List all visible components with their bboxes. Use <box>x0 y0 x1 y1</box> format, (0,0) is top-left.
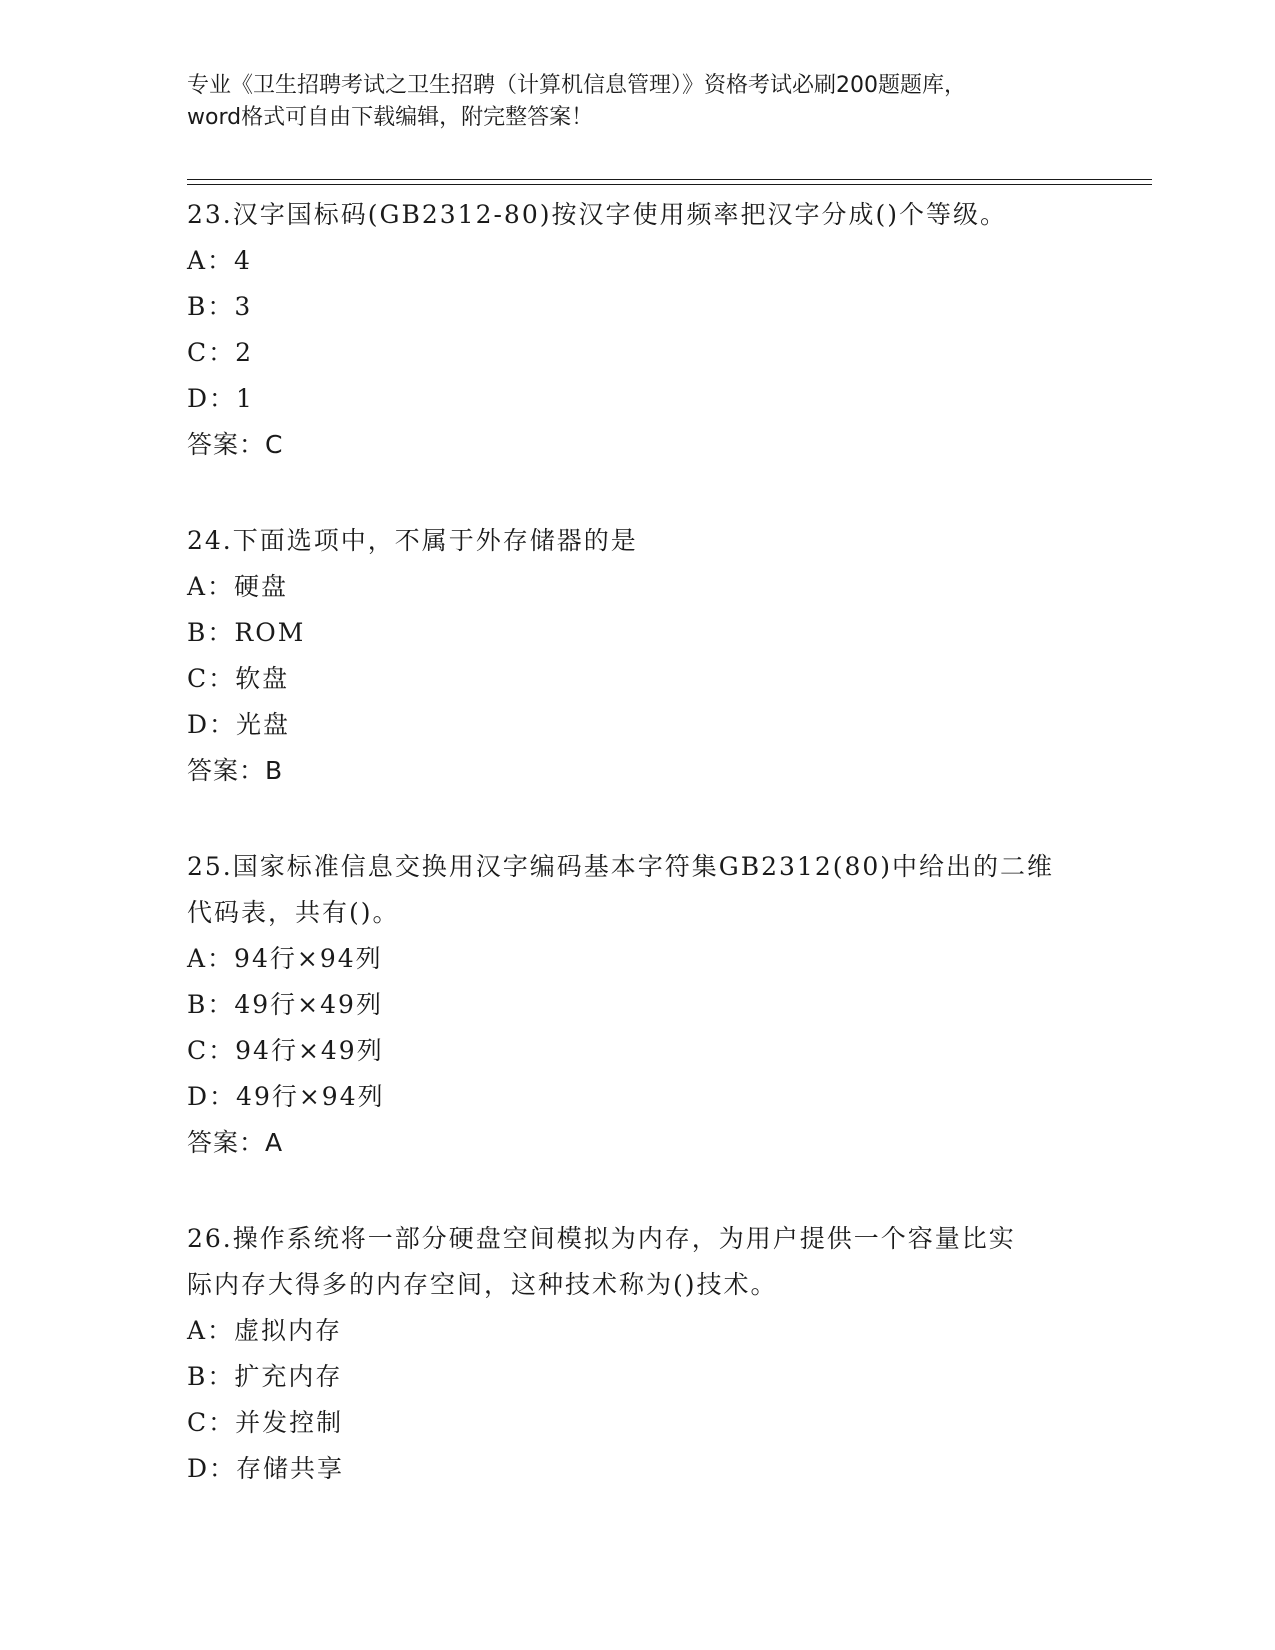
question-text: 24.下面选项中，不属于外存储器的是 <box>187 526 638 555</box>
option-d: D：存储共享 <box>187 1454 345 1483</box>
header-divider-top <box>187 179 1152 180</box>
question-25 <box>187 844 1087 1166</box>
header-title-line-1: 专业《卫生招聘考试之卫生招聘（计算机信息管理）》资格考试必刷200题题库， <box>187 73 966 98</box>
option-d: D：49行×94列 <box>187 1082 385 1111</box>
question-list <box>187 192 1087 1542</box>
option-b: B：扩充内存 <box>187 1362 343 1391</box>
answer-line: 答案：C <box>187 430 284 459</box>
question-24 <box>187 518 1087 794</box>
option-c: C：2 <box>187 338 254 367</box>
question-text-continued: 代码表，共有()。 <box>187 898 400 927</box>
answer-line: 答案：B <box>187 756 284 785</box>
option-a: A：硬盘 <box>187 572 289 601</box>
question-text: 25.国家标准信息交换用汉字编码基本字符集GB2312(80)中给出的二维 <box>187 852 1055 881</box>
header-title-line-2: word格式可自由下载编辑，附完整答案！ <box>187 105 594 130</box>
question-text: 23.汉字国标码(GB2312-80)按汉字使用频率把汉字分成()个等级。 <box>187 200 1007 229</box>
option-a: A：虚拟内存 <box>187 1316 343 1345</box>
option-a: A：4 <box>187 246 252 275</box>
question-23 <box>187 192 1087 468</box>
option-c: C：94行×49列 <box>187 1036 384 1065</box>
option-b: B：ROM <box>187 618 306 647</box>
document-header <box>187 70 1087 134</box>
option-a: A：94行×94列 <box>187 944 383 973</box>
option-c: C：软盘 <box>187 664 290 693</box>
option-b: B：49行×49列 <box>187 990 383 1019</box>
header-divider-bottom <box>187 184 1152 185</box>
option-d: D：光盘 <box>187 710 291 739</box>
option-b: B：3 <box>187 292 253 321</box>
option-d: D：1 <box>187 384 254 413</box>
answer-line: 答案：A <box>187 1128 284 1157</box>
question-text: 26.操作系统将一部分硬盘空间模拟为内存，为用户提供一个容量比实 <box>187 1224 1016 1253</box>
option-c: C：并发控制 <box>187 1408 344 1437</box>
question-26 <box>187 1216 1087 1492</box>
question-text-continued: 际内存大得多的内存空间，这种技术称为()技术。 <box>187 1270 778 1299</box>
